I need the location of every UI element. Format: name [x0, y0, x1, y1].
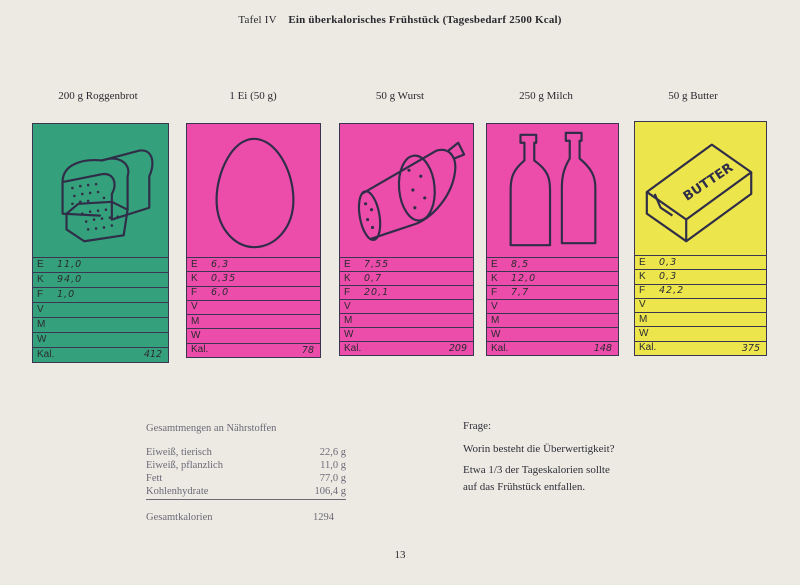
- nutrient-key: K: [639, 270, 646, 282]
- calorie-label: Kal.: [191, 344, 209, 356]
- calorie-value: 209: [448, 342, 467, 354]
- nutrient-key: V: [344, 300, 351, 312]
- nutrient-value: 42,2: [659, 285, 685, 297]
- nutrient-value: 6,3: [211, 258, 230, 270]
- nutrient-row-f: [635, 285, 766, 299]
- nutrient-key: W: [37, 334, 47, 345]
- egg-icon: [187, 124, 320, 258]
- nutrient-key: M: [491, 314, 500, 326]
- summary-row-label: Kohlenhydrate: [146, 486, 209, 497]
- nutrient-row-k: [33, 273, 168, 288]
- nutrient-row-m: [187, 315, 320, 329]
- nutrient-key: K: [37, 274, 44, 285]
- summary-row-label: Eiweiß, tierisch: [146, 447, 212, 458]
- food-card-milk: [486, 123, 619, 356]
- summary-total-value: 1294: [313, 512, 334, 523]
- nutrient-row-k: [187, 272, 320, 286]
- nutrient-value: 12,0: [511, 272, 537, 284]
- nutrient-key: K: [491, 272, 498, 284]
- question-heading: Frage:: [463, 420, 492, 432]
- nutrient-value: 94,0: [57, 274, 83, 286]
- nutrient-key: F: [491, 286, 498, 298]
- nutrient-key: M: [191, 315, 200, 327]
- nutrient-row-w: [487, 328, 618, 342]
- nutrient-key: E: [191, 258, 198, 270]
- nutrient-row-f: [340, 286, 473, 300]
- nutrient-value: 20,1: [364, 286, 390, 298]
- nutrient-value: 0,3: [659, 271, 678, 283]
- nutrient-row-w: [187, 329, 320, 343]
- summary-row-value: 22,6 g: [319, 447, 346, 458]
- calorie-value: 375: [741, 342, 760, 354]
- title-prefix: Tafel IV: [238, 14, 277, 26]
- calorie-value: 412: [143, 349, 162, 361]
- nutrient-row-m: [340, 314, 473, 328]
- nutrient-row-e: [33, 258, 168, 273]
- summary-row-value: 106,4 g: [314, 486, 346, 497]
- nutrient-value: 7,7: [511, 286, 530, 298]
- sausage-icon: [340, 124, 473, 258]
- nutrient-row-w: [33, 333, 168, 348]
- nutrient-key: E: [491, 258, 498, 270]
- calorie-value: 148: [593, 342, 612, 354]
- question-line-1: Worin besteht die Überwertigkeit?: [463, 443, 615, 455]
- nutrient-value: 7,55: [364, 258, 390, 270]
- calorie-row: [635, 342, 766, 355]
- nutrient-key: F: [37, 289, 44, 300]
- calorie-row: [187, 344, 320, 357]
- nutrient-key: E: [639, 256, 646, 268]
- butter-wrapper-text: BUTTER: [680, 160, 737, 205]
- calorie-row: [487, 342, 618, 355]
- calorie-label: Kal.: [639, 342, 657, 354]
- food-card-bread: [32, 123, 169, 363]
- summary-row-label: Fett: [146, 473, 163, 484]
- nutrient-row-m: [487, 314, 618, 328]
- nutrient-row-f: [33, 288, 168, 303]
- nutrient-row-m: [635, 313, 766, 327]
- nutrient-row-w: [340, 328, 473, 342]
- summary-row: [146, 447, 346, 460]
- card-label-bread: 200 g Roggenbrot: [58, 90, 138, 102]
- summary-heading: Gesamtmengen an Nährstoffen: [146, 423, 277, 434]
- nutrient-row-e: [187, 258, 320, 272]
- nutrient-key: E: [37, 259, 44, 270]
- summary-row-label: Eiweiß, pflanzlich: [146, 460, 223, 471]
- nutrient-key: E: [344, 258, 351, 270]
- nutrient-key: M: [639, 313, 648, 325]
- card-label-milk: 250 g Milch: [519, 90, 573, 102]
- nutrient-row-v: [340, 300, 473, 314]
- nutrient-row-k: [635, 270, 766, 284]
- summary-total-label: Gesamtkalorien: [146, 512, 213, 523]
- nutrient-row-v: [487, 300, 618, 314]
- summary-total: [146, 512, 334, 525]
- nutrient-value: 1,0: [57, 289, 76, 301]
- nutrient-key: M: [37, 319, 46, 330]
- bread-icon: [33, 124, 168, 258]
- nutrient-key: V: [37, 304, 44, 315]
- nutrient-key: W: [344, 328, 354, 340]
- nutrient-value: 0,35: [211, 273, 237, 285]
- nutrient-key: F: [191, 287, 198, 299]
- nutrient-row-v: [33, 303, 168, 318]
- question-line-3: auf das Frühstück entfallen.: [463, 481, 586, 493]
- nutrient-value: 11,0: [57, 259, 83, 271]
- calorie-label: Kal.: [491, 342, 509, 354]
- food-card-egg: [186, 123, 321, 358]
- nutrient-key: V: [491, 300, 498, 312]
- nutrient-value: 0,3: [659, 256, 678, 268]
- nutrient-row-k: [487, 272, 618, 286]
- nutrient-row-v: [635, 299, 766, 313]
- nutrient-row-e: [487, 258, 618, 272]
- nutrient-row-k: [340, 272, 473, 286]
- nutrient-key: W: [191, 330, 201, 342]
- card-label-butter: 50 g Butter: [668, 90, 718, 102]
- calorie-row: [340, 342, 473, 355]
- nutrient-row-e: [340, 258, 473, 272]
- title-main: Ein überkalorisches Frühstück (Tagesbedarf 2500 Kcal): [288, 14, 562, 26]
- nutrient-value: 8,5: [511, 258, 530, 270]
- summary-row: [146, 473, 346, 486]
- summary-row: [146, 460, 346, 473]
- page-number: 13: [394, 549, 406, 561]
- nutrient-key: W: [639, 328, 649, 340]
- milk-bottles-icon: [487, 124, 618, 258]
- butter-icon: [635, 122, 766, 256]
- summary-row-value: 77,0 g: [319, 473, 346, 484]
- nutrient-row-f: [187, 287, 320, 301]
- nutrient-value: 0,7: [364, 272, 383, 284]
- nutrient-key: V: [639, 299, 646, 311]
- question-line-2: Etwa 1/3 der Tageskalorien sollte: [463, 464, 610, 476]
- nutrient-row-f: [487, 286, 618, 300]
- summary-row: [146, 486, 346, 499]
- calorie-label: Kal.: [37, 349, 55, 360]
- food-card-sausage: [339, 123, 474, 356]
- nutrient-value: 6,0: [211, 287, 230, 299]
- card-label-egg: 1 Ei (50 g): [229, 90, 277, 102]
- nutrient-row-w: [635, 327, 766, 341]
- calorie-value: 78: [301, 344, 314, 356]
- nutrient-key: K: [191, 272, 198, 284]
- summary-divider: [146, 499, 346, 500]
- nutrient-row-v: [187, 301, 320, 315]
- nutrient-key: W: [491, 328, 501, 340]
- card-label-sausage: 50 g Wurst: [375, 90, 425, 102]
- nutrient-row-m: [33, 318, 168, 333]
- nutrient-key: M: [344, 314, 353, 326]
- summary-row-value: 11,0 g: [320, 460, 346, 471]
- nutrient-key: F: [639, 285, 646, 297]
- nutrient-key: F: [344, 286, 351, 298]
- nutrient-key: V: [191, 301, 198, 313]
- nutrient-key: K: [344, 272, 351, 284]
- food-card-butter: [634, 121, 767, 356]
- nutrient-row-e: [635, 256, 766, 270]
- calorie-label: Kal.: [344, 342, 362, 354]
- calorie-row: [33, 348, 168, 362]
